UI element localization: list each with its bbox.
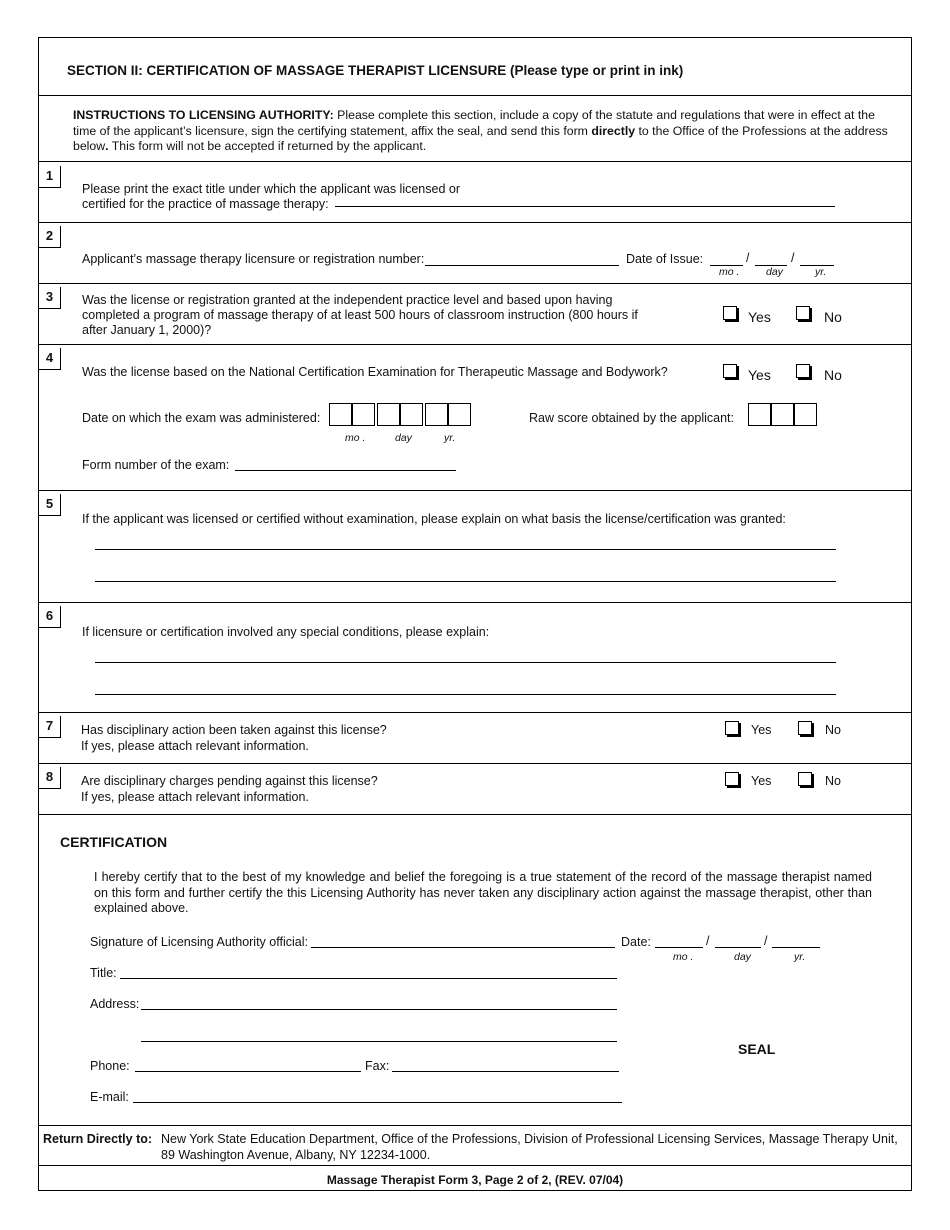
q8-yes-label: Yes (751, 774, 772, 788)
exam-month-digit-2[interactable] (352, 403, 375, 426)
license-number-field[interactable] (425, 265, 619, 266)
signature-field[interactable] (311, 947, 615, 948)
exam-day-digit-1[interactable] (377, 403, 400, 426)
email-label: E-mail: (90, 1090, 129, 1104)
q8-text-line1: Are disciplinary charges pending against this license? (81, 774, 378, 788)
q4-yes-checkbox[interactable] (723, 364, 737, 378)
certification-statement: I hereby certify that to the best of my knowledge and belief the foregoing is a true statement of the record of the massage therapist named on this form and further certify the this Licensing Authority has never taken any disciplinary action against the massage therapist, other than explained above. (94, 870, 872, 915)
q8-yes-checkbox[interactable] (725, 772, 739, 786)
q7-text-line2: If yes, please attach relevant information. (81, 739, 309, 753)
return-address (161, 1132, 911, 1163)
fax-label: Fax: (365, 1059, 390, 1073)
signature-label: Signature of Licensing Authority official: (90, 935, 308, 949)
raw-score-digit-1[interactable] (748, 403, 771, 426)
address-field-line-1[interactable] (141, 1009, 617, 1010)
fax-field[interactable] (392, 1071, 619, 1072)
day-label: day (395, 432, 412, 444)
yr-label: yr. (815, 266, 827, 278)
exam-month-digit-1[interactable] (329, 403, 352, 426)
q2-label: Applicant’s massage therapy licensure or registration number: (82, 252, 425, 266)
date-slash: / (791, 251, 795, 265)
seal-label: SEAL (738, 1041, 776, 1057)
licensed-title-field[interactable] (335, 206, 835, 207)
q3-no-checkbox[interactable] (796, 306, 810, 320)
instructions-text: Please complete this section, include a copy of the statute and regulations that were in effect at the time of the applicant’s licensure, sign the certifying statement, affix the seal, and send this form (73, 108, 875, 138)
divider (39, 222, 911, 223)
instructions-period: . (105, 139, 109, 153)
divider (39, 490, 911, 491)
date-slash: / (746, 251, 750, 265)
cert-year-field[interactable] (772, 947, 820, 948)
q8-no-label: No (825, 774, 841, 788)
return-address-line1: New York State Education Department, Office of the Professions, Division of Professional Licensing Services, Massage Therapy Unit, (161, 1132, 898, 1146)
divider (39, 1125, 911, 1126)
date-slash: / (706, 934, 710, 948)
address-label: Address: (90, 997, 140, 1011)
form-number-label: Form number of the exam: (82, 458, 230, 472)
q7-yes-checkbox[interactable] (725, 721, 739, 735)
q3-text-line3: after January 1, 2000)? (82, 323, 212, 337)
question-number: 2 (39, 226, 61, 248)
q7-text-line1: Has disciplinary action been taken against this license? (81, 723, 387, 737)
q7-no-checkbox[interactable] (798, 721, 812, 735)
q4-no-checkbox[interactable] (796, 364, 810, 378)
q4-no-label: No (824, 367, 842, 383)
q7-no-label: No (825, 723, 841, 737)
title-label: Title: (90, 966, 117, 980)
q5-text: If the applicant was licensed or certified without examination, please explain on what basis the license/certification was granted: (82, 512, 786, 526)
divider (39, 161, 911, 162)
instructions-text: This form will not be accepted if returned by the applicant. (108, 139, 427, 153)
q8-no-checkbox[interactable] (798, 772, 812, 786)
certification-heading: CERTIFICATION (60, 834, 168, 850)
question-number: 6 (39, 606, 61, 628)
certification-form (38, 37, 912, 1191)
yr-label: yr. (794, 951, 806, 963)
question-number: 1 (39, 166, 61, 188)
instructions-directly: directly (591, 123, 636, 138)
divider (39, 602, 911, 603)
email-field[interactable] (133, 1102, 622, 1103)
mo-label: mo . (719, 266, 740, 278)
cert-day-field[interactable] (715, 947, 761, 948)
date-slash: / (764, 934, 768, 948)
return-label: Return Directly to: (43, 1132, 153, 1146)
q3-text (82, 293, 638, 338)
q8-text-line2: If yes, please attach relevant information. (81, 790, 309, 804)
q7-yes-label: Yes (751, 723, 772, 737)
section-title: SECTION II: CERTIFICATION OF MASSAGE THERAPIST LICENSURE (Please type or print in ink) (67, 63, 684, 78)
divider (39, 344, 911, 345)
phone-label: Phone: (90, 1059, 130, 1073)
q6-text: If licensure or certification involved any special conditions, please explain: (82, 625, 490, 639)
day-label: day (734, 951, 751, 963)
divider (39, 283, 911, 284)
address-field-line-2[interactable] (141, 1041, 617, 1042)
cert-month-field[interactable] (655, 947, 703, 948)
divider (39, 712, 911, 713)
raw-score-digit-2[interactable] (771, 403, 794, 426)
raw-score-label: Raw score obtained by the applicant: (529, 411, 734, 425)
q1-text-line2: certified for the practice of massage therapy: (82, 197, 329, 211)
form-footer: Massage Therapist Form 3, Page 2 of 2, (REV. 07/04) (326, 1173, 624, 1187)
q3-text-line2: completed a program of massage therapy of at least 500 hours of classroom instruction (800 hours if (82, 308, 638, 322)
mo-label: mo . (673, 951, 694, 963)
mo-label: mo . (345, 432, 366, 444)
exam-year-digit-1[interactable] (425, 403, 448, 426)
q3-text-line1: Was the license or registration granted at the independent practice level and based upon having (82, 293, 613, 307)
instructions-label: INSTRUCTIONS TO LICENSING AUTHORITY: (73, 108, 334, 122)
day-label: day (766, 266, 783, 278)
question-number: 8 (39, 767, 61, 789)
q3-no-label: No (824, 309, 842, 325)
q4-yes-label: Yes (748, 367, 771, 383)
question-number: 7 (39, 716, 61, 738)
q4-question: Was the license based on the National Certification Examination for Therapeutic Massage and Bodywork? (82, 365, 668, 379)
title-field[interactable] (120, 978, 617, 979)
return-address-line2: 89 Washington Avenue, Albany, NY 12234-1000. (161, 1147, 431, 1162)
date-of-issue-label: Date of Issue: (626, 252, 704, 266)
q3-yes-label: Yes (748, 309, 771, 325)
divider (39, 1165, 911, 1166)
q5-answer-line-1[interactable] (95, 549, 836, 550)
yr-label: yr. (444, 432, 456, 444)
question-number: 4 (39, 348, 61, 370)
phone-field[interactable] (135, 1071, 361, 1072)
divider (39, 763, 911, 764)
question-number: 3 (39, 287, 61, 309)
exam-year-digit-2[interactable] (448, 403, 471, 426)
question-number: 5 (39, 494, 61, 516)
q1-text-line1: Please print the exact title under which the applicant was licensed or (82, 182, 460, 196)
q5-answer-line-2[interactable] (95, 581, 836, 582)
q6-answer-line-2[interactable] (95, 694, 836, 695)
divider (39, 814, 911, 815)
q3-yes-checkbox[interactable] (723, 306, 737, 320)
instructions-text: to the Office of the Professions at the address below (73, 123, 888, 153)
exam-day-digit-2[interactable] (400, 403, 423, 426)
raw-score-digit-3[interactable] (794, 403, 817, 426)
q6-answer-line-1[interactable] (95, 662, 836, 663)
form-number-field[interactable] (235, 470, 456, 471)
divider (39, 95, 911, 96)
cert-date-label: Date: (621, 935, 651, 949)
exam-date-label: Date on which the exam was administered: (82, 411, 321, 425)
instructions (73, 108, 899, 155)
